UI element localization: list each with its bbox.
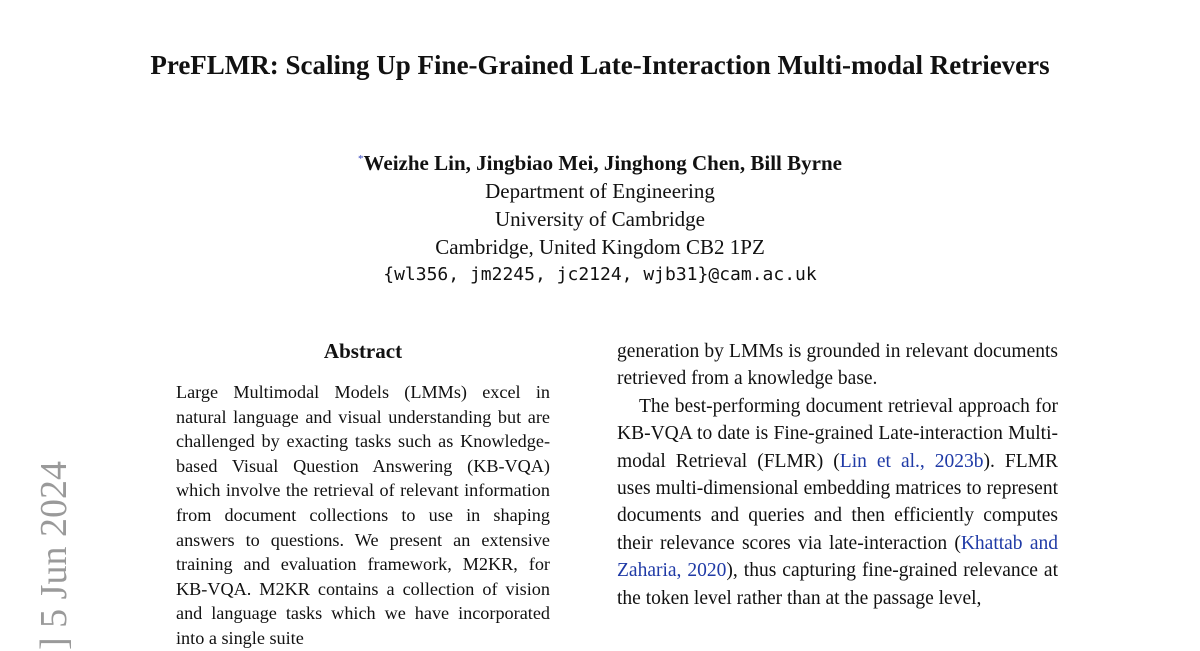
author-block [0, 145, 1200, 289]
right-paragraph-1: generation by LMMs is grounded in relevant documents retrieved from a knowledge base. [617, 341, 1058, 390]
abstract-text: Large Multimodal Models (LMMs) excel in natural language and visual understanding but are challenged by exacting tasks such as Knowledge-based Visual Question Answering (KB-VQA) which involve the retrieval of relevant information from document collections to use in shaping answers to questions. We present an extensive training and evaluation framework, M2KR, for KB-VQA. M2KR contains a collection of vision and language tasks which we have incorporated into a single suite [176, 382, 550, 648]
department: Department of Engineering [485, 179, 715, 203]
author-names: Weizhe Lin, Jingbiao Mei, Jinghong Chen, Bill Byrne [363, 151, 842, 175]
author-line [0, 145, 1200, 177]
citation-lin-2023b[interactable]: Lin et al., 2023b [839, 450, 984, 472]
citation-khattab-2020[interactable]: Khattab and Zaharia, 2020 [617, 532, 1058, 582]
address: Cambridge, United Kingdom CB2 1PZ [435, 235, 765, 259]
right-paragraph-2 [617, 393, 1058, 612]
author-footnote-marker[interactable]: * [358, 153, 364, 165]
p2-text-b: ). FLMR uses multi-dimensional embedding matrices to represent documents and queries and then efficiently computes their relevance scores via late-interaction ( [617, 450, 1058, 554]
abstract-heading: Abstract [323, 339, 403, 363]
arxiv-date: ] 5 Jun 2024 [33, 461, 75, 650]
right-column [617, 338, 1058, 612]
university: University of Cambridge [495, 207, 705, 231]
p2-text-c: ), thus capturing fine-grained relevance at the token level rather than at the passage level, [617, 560, 1058, 609]
author-emails: {wl356, jm2245, jc2124, wjb31}@cam.ac.uk [383, 264, 817, 285]
paper-title: PreFLMR: Scaling Up Fine-Grained Late-Interaction Multi-modal Retrievers [150, 50, 1050, 80]
arxiv-side-stamp [34, 430, 74, 650]
abstract-column [176, 380, 550, 651]
p2-text-a: The best-performing document retrieval approach for KB-VQA to date is Fine-grained Late-interaction Multi-modal Retrieval (FLMR) ( [617, 395, 1058, 472]
